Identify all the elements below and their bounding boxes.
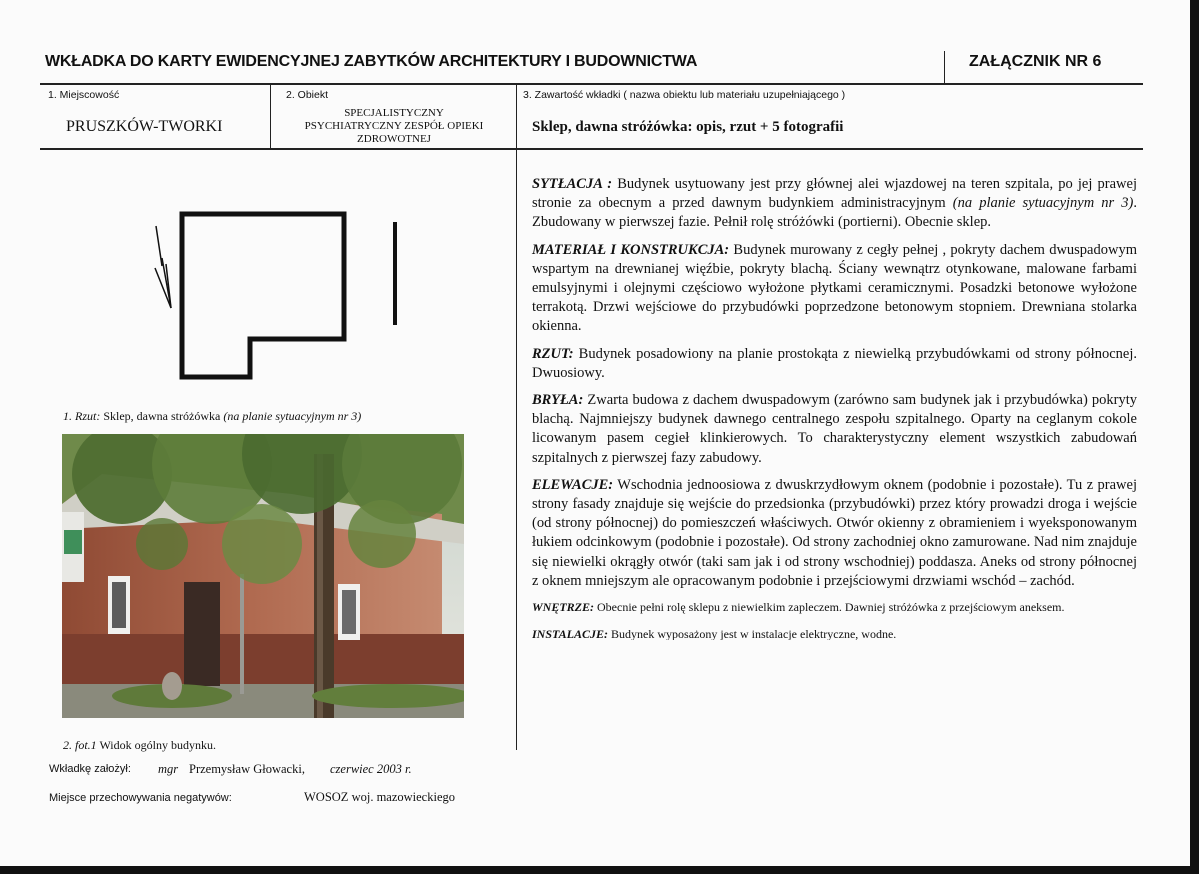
content-label: 3. Zawartość wkładki ( nazwa obiektu lub materiału uzupełniającego ) [523,89,846,101]
section-elevations [532,476,1137,591]
section-situation-head: SYTŁACJA : [532,176,613,192]
section-interior-text: Obecnie pełni rolę sklepu z niewielkim zapleczem. Dawniej stróżówka z przejściowym aneksem. [594,600,1065,615]
north-arrow-icon [155,258,171,308]
section-plan-text: Budynek posadowiony na planie prostokąta z niewielką przybudówkami od strony północnej. Dwuosiowy. [532,345,1137,381]
header-divider [944,51,945,85]
section-interior-head: WNĘTRZE: [532,600,595,615]
storage-value: WOSOZ woj. mazowieckiego [304,790,456,804]
author-date: czerwiec 2003 r. [330,762,412,776]
object-value [272,107,516,147]
section-material-text: Budynek murowany z cegły pełnej , pokryty dachem dwuspadowym wspartym na drewnianej więźbie, pokryty blachą. Ściany wewnątrz otynkowane, malowane farbami emulsyjnymi i olejnymi częściowo wyłożone płytkami ceramicznymi. Posadzki betonowe wyłożone terrakotą. Drzwi wejściowe do przybudówki poprzedzone betonowym stopniem. Drewniana stolarka okienna. [532,241,1137,335]
photo-caption [63,738,216,753]
field-rule [40,148,1143,150]
section-situation-ref: (na planie sytuacyjnym nr 3) [952,195,1134,212]
content-value: Sklep, dawna stróżówka: opis, rzut + 5 fotografii [532,119,844,135]
plan-caption-number: 1. [63,409,72,423]
attachment-number: ZAŁĄCZNIK NR 6 [969,53,1102,70]
section-plan-head: RZUT: [532,345,574,362]
object-label: 2. Obiekt [286,89,329,101]
author-name: Przemysław Głowacki, [189,762,305,776]
plan-caption [63,409,361,424]
field-divider-1 [270,85,271,149]
author-title: mgr [158,762,179,776]
plan-section-line-left [156,226,162,266]
storage-label: Miejsce przechowywania negatywów: [49,792,232,804]
section-mass [532,391,1137,468]
section-installations-head: INSTALACJE: [532,627,609,641]
scan-border-right [1190,0,1199,874]
plan-outline [182,214,344,377]
section-material [532,241,1137,337]
object-value-line3: ZDROWOTNEJ [357,133,431,145]
section-situation-text: Budynek usytuowany jest przy głównej alei wjazdowej na teren szpitala, po jej prawej stronie za obecnym a przed dawnym budynkiem administracyjnym [532,176,1137,212]
field-divider-2 [516,85,517,750]
building-photo [62,434,464,718]
plan-caption-text: Sklep, dawna stróżówka [100,409,224,423]
plan-caption-ref: (na planie sytuacyjnym nr 3) [223,409,362,423]
object-value-line1: SPECJALISTYCZNY [344,107,444,119]
author-label: Wkładkę założył: [49,763,131,775]
header-rule [40,83,1143,85]
section-installations [532,624,1137,640]
section-installations-text: Budynek wyposażony jest w instalacje elektryczne, wodne. [608,627,897,641]
floor-plan [140,200,410,390]
photo-caption-text: Widok ogólny budynku. [96,738,216,752]
section-elevations-text: Wschodnia jednoosiowa z dwuskrzydłowym oknem (podobnie i pozostałe). Tu z prawej strony fasady znajduje się wejście do przedsionka (przybudówki) przez który prowadzi droga i wejście (od strony północnej) do pomieszczeń właściwych. Otwór okienny z obramieniem i wyeksponowanym łukiem odcinkowym (podobnie i pozostałe). Od strony zachodniej okno zamurowane. Nad nim znajduje się niewielki okrągły otwór (taki sam jak i od strony wschodniej) poddasza. Aneks od strony północnej z oknem mniejszym ale opracowanym podobnie i przejściowymi drzwiami wschód – zachód. [532,476,1137,589]
photo-caption-fot: fot.1 [75,738,97,752]
section-plan [532,345,1137,383]
section-material-head: MATERIAŁ I KONSTRUKCJA: [532,241,730,258]
description [532,175,1137,640]
document-title: WKŁADKA DO KARTY EWIDENCYJNEJ ZABYTKÓW ARCHITEKTURY I BUDOWNICTWA [45,53,698,70]
scan-border-bottom [0,866,1199,874]
object-value-line2: PSYCHIATRYCZNY ZESPÓŁ OPIEKI [304,120,484,132]
section-situation-text2: . Zbudowany w pierwszej fazie. Pełnił rolę stróżówki (portierni). Obecnie sklep. [532,195,1137,231]
plan-caption-rzut: Rzut: [75,409,101,423]
section-situation [532,175,1137,233]
locality-label: 1. Miejscowość [48,89,120,101]
photo-caption-number: 2. [63,738,72,752]
locality-value: PRUSZKÓW-TWORKI [66,118,223,135]
section-mass-head: BRYŁA: [532,392,584,409]
section-mass-text: Zwarta budowa z dachem dwuspadowym (zarówno sam budynek jak i przybudówka) pokryty blachą. Najmniejszy budynek dawnego centralnego zespołu szpitalnego. Oparty na ceglanym cokole licowanym pasem cegieł klinkierowych. To charakterystyczny element wszystkich zabudowań szpitalnych z pierwszej fazy zabudowy. [532,392,1137,466]
section-interior [532,599,1137,616]
section-elevations-head: ELEWACJE: [532,476,614,493]
